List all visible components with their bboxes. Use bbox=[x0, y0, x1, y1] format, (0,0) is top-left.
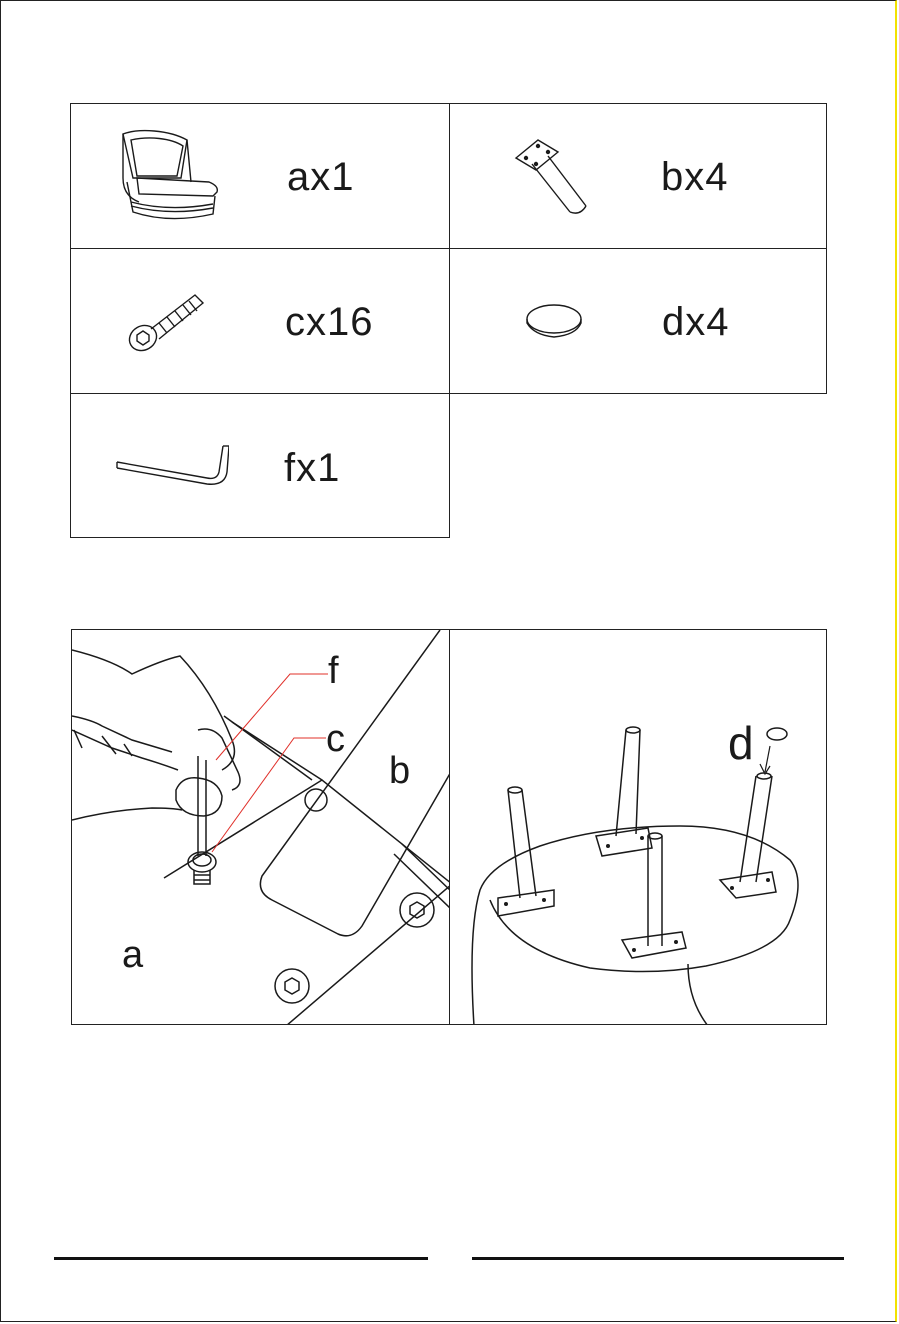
leg-with-plate-icon bbox=[514, 136, 604, 218]
parts-table bbox=[70, 103, 827, 538]
part-cell-f bbox=[70, 393, 450, 538]
callout-a: a bbox=[122, 934, 144, 976]
callout-f: f bbox=[328, 650, 339, 692]
part-label-c: cx16 bbox=[285, 300, 374, 344]
callout-c: c bbox=[326, 718, 345, 760]
footer-line-left bbox=[54, 1257, 428, 1260]
part-cell-d bbox=[449, 248, 827, 394]
felt-pad-icon bbox=[524, 301, 586, 343]
part-cell-b bbox=[449, 103, 827, 249]
part-label-b: bx4 bbox=[661, 155, 729, 199]
part-cell-c bbox=[70, 248, 450, 394]
step1-diagram bbox=[71, 629, 450, 1025]
step2-diagram bbox=[449, 629, 827, 1025]
part-label-d: dx4 bbox=[662, 300, 730, 344]
footer-line-right bbox=[472, 1257, 844, 1260]
callout-b: b bbox=[389, 750, 411, 792]
callout-d: d bbox=[728, 717, 754, 769]
allen-key-icon bbox=[115, 442, 229, 488]
chair-seat-icon bbox=[109, 126, 224, 232]
hex-bolt-icon bbox=[123, 289, 209, 359]
part-cell-a bbox=[70, 103, 450, 249]
part-label-f: fx1 bbox=[284, 446, 341, 490]
part-label-a: ax1 bbox=[287, 155, 355, 199]
chair-upside-down-illustration bbox=[450, 630, 827, 1025]
